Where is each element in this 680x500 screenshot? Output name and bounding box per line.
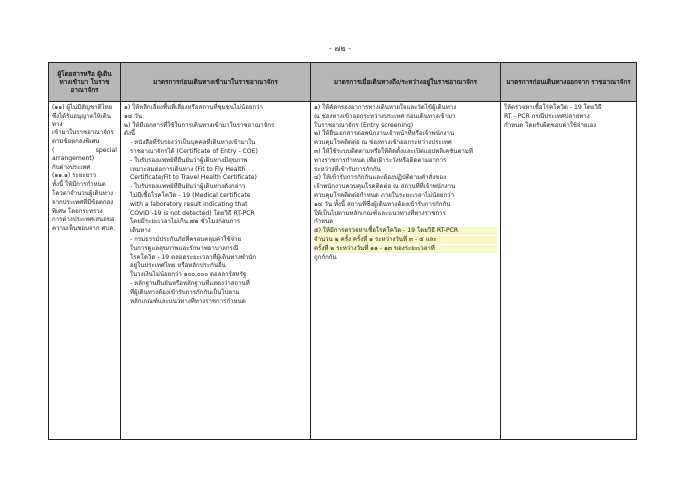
pre-entry-line: - หลักฐานยืนยันหรือหลักฐานที่แสดงว่าสถานที่	[130, 279, 250, 287]
arrival-line: กำหนด	[314, 218, 334, 226]
traveler-type-line: (๑๑) ผู้ไม่มีสัญชาติไทย	[52, 104, 113, 111]
header-pre-departure-measures: มาตรการก่อนเดินทางออกจาก ราชอาณาจักร	[501, 63, 637, 102]
arrival-line: ให้เป็นไปตามหลักเกณฑ์และแนวทางที่ทางราชการ	[314, 209, 446, 217]
pre-entry-line: ที่ผู้เดินทางต้องเข้ารับการกักกันเป็นไปตาม	[130, 288, 240, 296]
cell-arrival-measures	[311, 102, 501, 440]
pre-entry-line: ราชอาณาจักรได้ (Certificate of Entry - COE)	[130, 147, 258, 155]
arrival-line: ควบคุมโรคติดต่อกำหนด ภายในระยะเวลาไม่น้อยกว่า	[314, 191, 455, 199]
cell-pre-departure-measures	[501, 102, 637, 440]
traveler-type-line: กับต่างประเทศ	[52, 163, 91, 171]
traveler-type-line: โควตาจำนวนผู้เดินทาง	[52, 189, 114, 197]
pre-entry-line: - ใบรับรองแพทย์ที่ยืนยันว่าผู้เดินทางมีสุขภาพ	[130, 156, 248, 164]
arrival-line: ถูกกักกัน	[314, 253, 337, 261]
pre-entry-line: ไม่มีเชื้อโรคโควิด - 19 (Medical certificate	[130, 191, 251, 199]
table-header-row	[49, 63, 637, 102]
pre-entry-line: เดินทาง	[130, 227, 151, 235]
arrival-line-highlighted: ครั้งที่ ๒ ระหว่างวันที่ ๑๑ - ๑๓ ของระยะเวลาที่	[314, 245, 497, 253]
arrival-line: ๑๔ วัน ทั้งนี้ สถานที่ซึ่งผู้เดินทางต้องเข้ารับการกักกัน	[314, 200, 451, 208]
pre-entry-line: เหมาะสมต่อการเดินทาง (Fit to Fly Health	[130, 165, 246, 173]
traveler-type-line: การต่างประเทศเสนอขอ	[52, 216, 115, 224]
pre-entry-line: อยู่ในประเทศไทย หรือหลักประกันอื่น	[130, 262, 226, 270]
traveler-type-line: ตามข้อตกลงพิเศษ	[52, 138, 100, 146]
header-pre-entry-measures: มาตรการก่อนเดินทางเข้ามาในราชอาณาจักร	[121, 63, 311, 102]
pre-entry-line: ในการดูแลสุขภาพและรักษาพยาบาลกรณี	[130, 244, 239, 252]
arrival-line: ๓) ให้ใช้ระบบติดตามหรือให้ติดตั้งและเปิดแอปพลิเคชันตามที่	[314, 147, 473, 155]
pre-entry-line: COVID -19 is not detected) โดยวิธี RT-PCR	[130, 209, 255, 217]
arrival-line: ระหว่างที่เข้ารับการกักกัน	[314, 165, 381, 173]
pre-entry-line: ๒) ให้มีเอกสารที่ใช้ในการเดินทางเข้ามาในราชอาณาจักร	[124, 121, 275, 129]
arrival-line: ณ ช่องทางเข้าออกระหว่างประเทศ ก่อนเดินทางเข้ามา	[314, 112, 456, 120]
pre-entry-line: - หนังสือที่รับรองว่าเป็นบุคคลที่เดินทางเข้ามาใน	[130, 139, 256, 147]
arrival-line: ๔) ให้เข้ารับการกักกันและต้องปฏิบัติตามคำสั่งของ	[314, 174, 447, 182]
pre-entry-line: ในวงเงินไม่น้อยกว่า ๑๐๐,๐๐๐ ดอลลาร์สหรัฐ	[130, 271, 247, 279]
arrival-line: ทางราชการกำหนด เพื่อเฝ้าระวังหรือติดตามอาการ	[314, 156, 447, 164]
cell-pre-entry-measures	[121, 102, 311, 440]
arrival-line: ในราชอาณาจักร (Entry screening)	[314, 121, 414, 129]
traveler-type-line: เข้ามาในราชอาณาจักร	[52, 129, 114, 137]
traveler-type-line: (๑๑.๑) ระยะยาว	[52, 172, 97, 180]
pre-departure-line: กำหนด โดยรับผิดชอบค่าใช้จ่ายเอง	[504, 121, 597, 129]
arrival-line: ๒) ให้ยื่นเอกสารต่อพนักงานเจ้าหน้าที่หรือเจ้าพนักงาน	[314, 130, 455, 138]
traveler-type-line: จากประเทศที่มีข้อตกลง	[52, 198, 114, 206]
table-row	[49, 102, 637, 440]
measures-table	[48, 62, 637, 440]
pre-entry-line: ดังนี้	[124, 130, 136, 138]
arrival-line: เจ้าพนักงานควบคุมโรคติดต่อ ณ สถานที่ที่เจ้าพนักงาน	[314, 183, 456, 191]
pre-entry-line: with a laboratory result indicating that	[130, 200, 248, 208]
pre-entry-line: หลักเกณฑ์และแนวทางที่ทางราชการกำหนด	[130, 297, 246, 305]
pre-entry-line: โรคโควิด - 19 ตลอดระยะเวลาที่ผู้เดินทางพำนัก	[130, 253, 256, 261]
traveler-type-line: ความเห็นชอบจาก ศบค.	[52, 225, 116, 233]
pre-entry-line: โดยมีระยะเวลาไม่เกิน ๗๒ ชั่วโมงก่อนการ	[130, 218, 241, 226]
header-arrival-measures: มาตรการเมื่อเดินทางถึง/ระหว่างอยู่ในราชอาณาจักร	[311, 63, 501, 102]
traveler-type-line: ทั้งนี้ ให้มีการกำหนด	[52, 181, 106, 189]
traveler-type-line: พิเศษ โดยกระทรวง	[52, 207, 103, 215]
traveler-type-line: ซึ่งได้รับอนุญาตให้เดินทาง	[52, 112, 111, 128]
arrival-line: ควบคุมโรคติดต่อ ณ ช่องทางเข้าออกระหว่างประเทศ	[314, 139, 452, 147]
page-number: - ๗๒ -	[328, 44, 352, 53]
pre-entry-line: ๑) ให้หลีกเลี่ยงพื้นที่เสี่ยงหรือสถานที่ชุมชนไม่น้อยกว่า	[124, 104, 263, 111]
pre-entry-line: - ใบรับรองแพทย์ที่ยืนยันว่าผู้เดินทางดังกล่าว	[130, 183, 246, 191]
header-traveler-type: ผู้โดยสารหรือ ผู้เดินทางเข้ามา ในราชอาณาจักร	[49, 63, 121, 102]
pre-departure-line: RT - PCR กรณีประเทศปลายทาง	[504, 112, 590, 120]
arrival-line-highlighted: จำนวน ๒ ครั้ง ครั้งที่ ๑ ระหว่างวันที่ ๓ - ๕ และ	[314, 236, 497, 244]
pre-departure-line: ให้ตรวจหาเชื้อโรคโควิด - 19 โดยวิธี	[504, 104, 602, 111]
pre-entry-line: - กรมธรรม์ประกันภัยที่ครอบคลุมค่าใช้จ่าย	[130, 235, 242, 243]
pre-entry-line: ๑๔ วัน	[124, 112, 143, 120]
pre-entry-line: Certificate/Fit to Travel Health Certificate)	[130, 174, 257, 182]
traveler-type-line: ( special arrangement)	[52, 146, 117, 162]
arrival-line: ๑) ให้คัดกรองอาการทางเดินหายใจและวัดไข้ผู้เดินทาง	[314, 104, 457, 111]
arrival-line-highlighted: ๕) ให้มีการตรวจหาเชื้อโรคโควิด - 19 โดยวิธี RT-PCR	[314, 227, 497, 235]
cell-traveler-type	[49, 102, 121, 440]
